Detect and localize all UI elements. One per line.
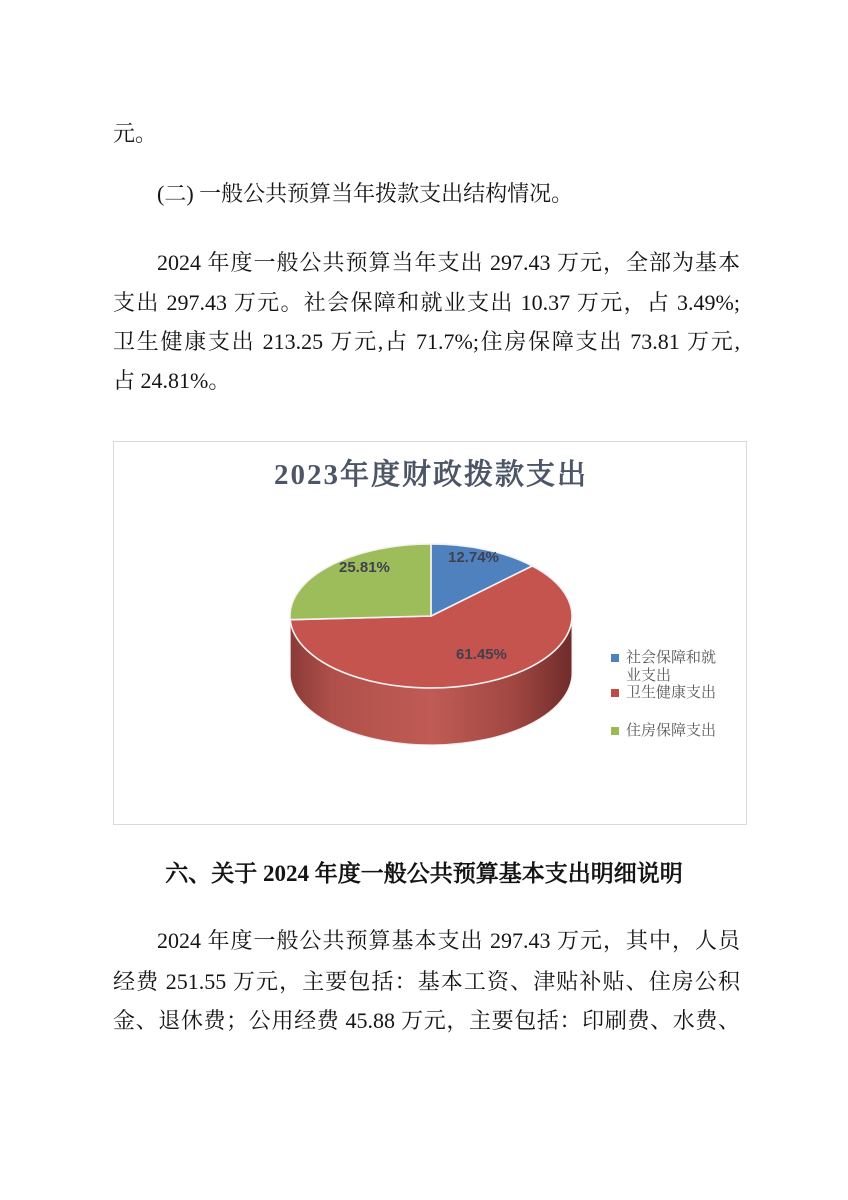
para-a-line-3: 卫生健康支出 213.25 万元,占 71.7%;住房保障支出 73.81 万元, — [113, 329, 740, 354]
pie-chart-3d — [114, 442, 748, 826]
para-b-line-2: 经费 251.55 万元，主要包括：基本工资、津贴补贴、住房公积 — [113, 969, 740, 994]
legend-swatch-blue-icon — [611, 654, 619, 662]
paragraph-tail-line: 元。 — [113, 121, 158, 146]
pie-chart-frame — [113, 441, 747, 825]
data-label-social: 12.74% — [448, 549, 499, 566]
legend-swatch-green-icon — [611, 727, 619, 735]
para-a-line-2: 支出 297.43 万元。社会保障和就业支出 10.37 万元，占 3.49%; — [113, 290, 740, 315]
legend-label-housing: 住房保障支出 — [626, 722, 717, 739]
para-b-line-3: 金、退休费；公用经费 45.88 万元，主要包括：印刷费、水费、 — [113, 1008, 740, 1033]
para-b-line-1: 2024 年度一般公共预算基本支出 297.43 万元，其中，人员 — [157, 928, 740, 953]
subsection-heading: (二) 一般公共预算当年拨款支出结构情况。 — [157, 181, 574, 206]
para-a-line-1: 2024 年度一般公共预算当年支出 297.43 万元，全部为基本 — [157, 250, 740, 275]
legend-item-health — [611, 684, 716, 702]
section-heading: 六、关于 2024 年度一般公共预算基本支出明细说明 — [165, 861, 683, 886]
legend-item-housing — [611, 722, 716, 740]
chart-title: 2023年度财政拨款支出 — [273, 459, 588, 491]
pie-slice-housing-green — [290, 544, 431, 620]
legend-item-social — [611, 649, 716, 685]
legend-label-social: 社会保障和就 业支出 — [626, 649, 717, 684]
legend-label-health: 卫生健康支出 — [626, 684, 717, 701]
data-label-health: 61.45% — [456, 646, 507, 663]
para-a-line-4: 占 24.81%。 — [113, 368, 231, 393]
legend-swatch-red-icon — [611, 689, 619, 697]
data-label-housing: 25.81% — [339, 559, 390, 576]
